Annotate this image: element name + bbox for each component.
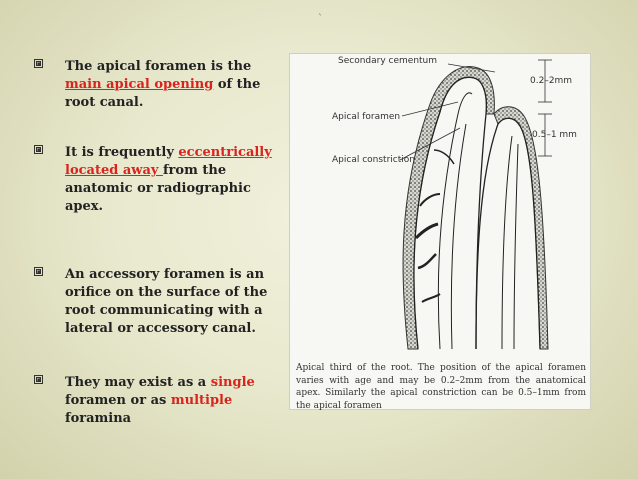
label-apical-foramen: Apical foramen xyxy=(332,112,401,122)
checkbox-bullet-icon xyxy=(34,267,43,276)
apical-root-figure xyxy=(289,53,591,410)
bullet-text-segment: foramina xyxy=(65,411,132,426)
bullet-text-segment: An accessory foramen is an orifice on the surface of the root communicating with a lateral or accessory canal. xyxy=(65,267,268,336)
highlighted-term: main apical opening xyxy=(65,77,214,92)
main-canal xyxy=(438,93,472,349)
accessory-canal xyxy=(418,254,436,268)
bullet-item xyxy=(34,144,272,216)
bullet-text xyxy=(65,266,272,338)
figure-caption: Apical third of the root. The position of the apical foramen varies with age and may be 0.2–2mm from the anatomical apex. Similarly the apical constriction can be 0.5–1mm from the apical foramen xyxy=(296,363,586,411)
accessory-canal xyxy=(422,294,440,302)
accessory-canal xyxy=(434,150,454,164)
bullet-text xyxy=(65,374,272,428)
highlighted-term: single xyxy=(210,375,255,390)
secondary-canal-inner xyxy=(514,144,518,349)
label-apical-constriction: Apical constriction xyxy=(332,155,415,165)
root-apex-drawing xyxy=(290,54,590,354)
checkbox-bullet-icon xyxy=(34,145,43,154)
label-measure-top: 0.2–2mm xyxy=(530,76,573,86)
bullet-text xyxy=(65,144,272,216)
accessory-canal xyxy=(416,224,438,238)
bullet-text-segment: from the anatomic or radiographic apex. xyxy=(65,163,251,214)
bullet-item xyxy=(34,266,272,338)
checkbox-bullet-icon xyxy=(34,375,43,384)
bullet-item xyxy=(34,374,272,428)
stray-mark: ` xyxy=(318,14,323,25)
checkbox-bullet-icon xyxy=(34,59,43,68)
label-measure-bottom: 0.5–1 mm xyxy=(532,130,577,140)
bullet-text-segment: of the root canal. xyxy=(65,77,261,110)
bullet-item xyxy=(34,58,272,112)
highlighted-term: eccentrically located away xyxy=(65,145,272,178)
bullet-text-segment: It is frequently xyxy=(65,145,179,160)
label-secondary-cementum: Secondary cementum xyxy=(338,56,438,66)
secondary-canal xyxy=(502,136,512,349)
secondary-cementum-main xyxy=(403,67,494,349)
accessory-canal xyxy=(420,194,440,206)
main-canal-inner xyxy=(451,124,466,349)
bullet-text-segment: The apical foramen is the xyxy=(65,59,252,74)
bullet-text xyxy=(65,58,272,112)
bullet-text-segment: foramen or as xyxy=(65,393,171,408)
bullet-text-segment: They may exist as a xyxy=(65,375,211,390)
highlighted-term: multiple xyxy=(170,393,233,408)
